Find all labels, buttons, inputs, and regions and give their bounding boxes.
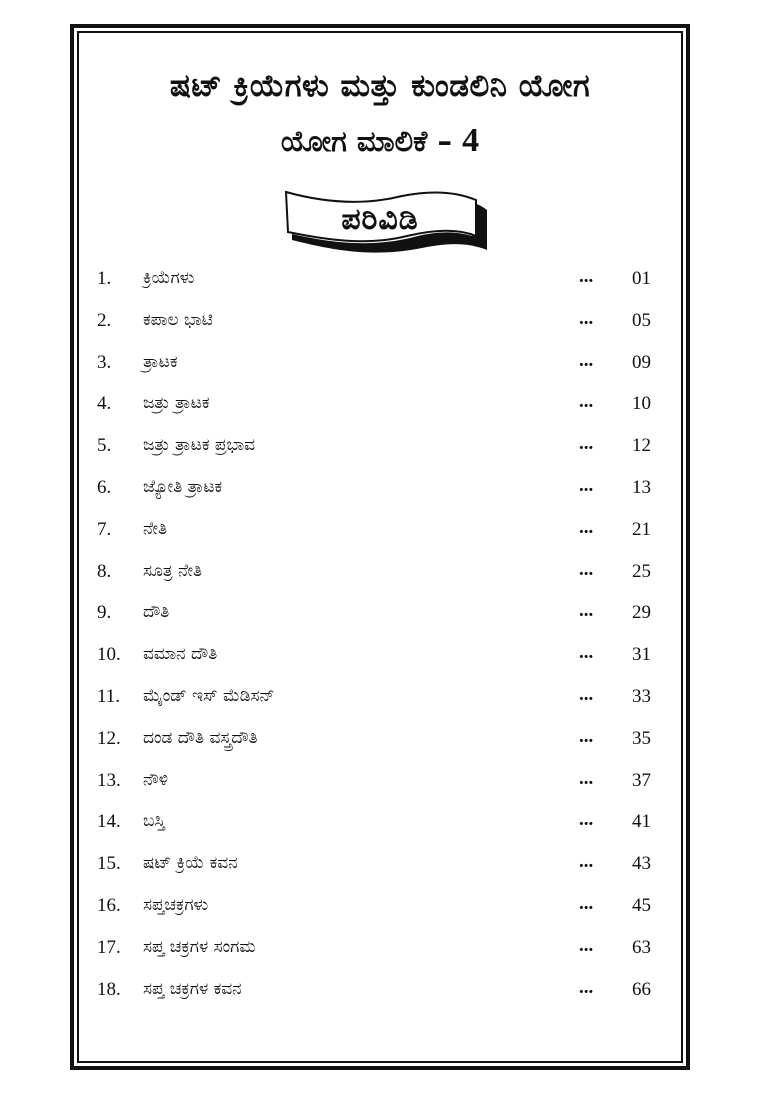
toc-entry-page: 66 bbox=[632, 978, 651, 1000]
toc-entry[interactable] bbox=[0, 304, 780, 346]
toc-entry[interactable] bbox=[0, 638, 780, 680]
toc-entry-title: ಷಟ್ ಕ್ರಿಯೆ ಕವನ bbox=[143, 853, 238, 874]
toc-entry-title: ವಮಾನ ದೌತಿ bbox=[143, 644, 218, 665]
toc-entry[interactable] bbox=[0, 471, 780, 513]
toc-entry-page: 31 bbox=[632, 644, 651, 666]
toc-entry-number: 8. bbox=[97, 560, 112, 582]
toc-entry-title: ಜತ್ರು ತ್ರಾಟಕ bbox=[143, 393, 210, 414]
toc-leader-dots: ... bbox=[579, 809, 594, 831]
toc-entry-number: 10. bbox=[97, 644, 121, 666]
toc-entry-title: ದಂಡ ದೌತಿ ವಸ್ತ್ರದೌತಿ bbox=[143, 727, 258, 748]
toc-entry-title: ತ್ರಾಟಕ bbox=[143, 351, 178, 372]
toc-entry-title: ದೌತಿ bbox=[143, 602, 170, 623]
toc-entry[interactable] bbox=[0, 596, 780, 638]
toc-entry-page: 10 bbox=[632, 393, 651, 415]
toc-leader-dots: ... bbox=[579, 725, 594, 747]
toc-entry-number: 3. bbox=[97, 351, 112, 373]
toc-entry[interactable] bbox=[0, 722, 780, 764]
toc-entry-title: ಸಪ್ತ ಚಕ್ರಗಳ ಸಂಗಮ bbox=[143, 936, 256, 957]
toc-entry[interactable] bbox=[0, 387, 780, 429]
series-subtitle bbox=[77, 122, 683, 160]
toc-entry-number: 16. bbox=[97, 894, 121, 916]
toc-leader-dots: ... bbox=[579, 934, 594, 956]
toc-entry-number: 9. bbox=[97, 602, 112, 624]
toc-entry-page: 13 bbox=[632, 476, 651, 498]
toc-entry-title: ಕಪಾಲ ಭಾಟಿ bbox=[143, 309, 213, 330]
toc-entry[interactable] bbox=[0, 973, 780, 1015]
toc-entry-number: 4. bbox=[97, 393, 112, 415]
toc-entry-number: 15. bbox=[97, 853, 121, 875]
table-of-contents bbox=[0, 262, 780, 1014]
toc-entry[interactable] bbox=[0, 262, 780, 304]
toc-entry-number: 1. bbox=[97, 268, 112, 289]
toc-entry[interactable] bbox=[0, 555, 780, 597]
toc-entry-page: 01 bbox=[632, 268, 651, 289]
toc-entry-page: 43 bbox=[632, 853, 651, 875]
toc-entry-title: ಬಸ್ತಿ bbox=[143, 811, 165, 832]
toc-leader-dots: ... bbox=[579, 391, 594, 413]
toc-entry-title: ಕ್ರಿಯೆಗಳು bbox=[143, 268, 195, 288]
toc-leader-dots: ... bbox=[579, 767, 594, 789]
toc-entry[interactable] bbox=[0, 889, 780, 931]
toc-entry[interactable] bbox=[0, 429, 780, 471]
series-subtitle-text: ಯೋಗ ಮಾಲಿಕೆ – bbox=[280, 124, 452, 158]
toc-entry-title: ನೇತಿ bbox=[143, 518, 168, 539]
toc-leader-dots: ... bbox=[579, 558, 594, 580]
toc-entry-title: ಜತ್ರು ತ್ರಾಟಕ ಪ್ರಭಾವ bbox=[143, 435, 256, 456]
toc-entry[interactable] bbox=[0, 513, 780, 555]
toc-entry-page: 37 bbox=[632, 769, 651, 791]
toc-entry-number: 7. bbox=[97, 518, 112, 540]
series-number: 4 bbox=[462, 122, 480, 159]
toc-entry-number: 18. bbox=[97, 978, 121, 1000]
toc-entry-title: ಸಪ್ತ ಚಕ್ರಗಳ ಕವನ bbox=[143, 978, 242, 999]
toc-leader-dots: ... bbox=[579, 474, 594, 496]
toc-entry-page: 63 bbox=[632, 936, 651, 958]
toc-entry[interactable] bbox=[0, 805, 780, 847]
toc-entry[interactable] bbox=[0, 764, 780, 806]
toc-entry-number: 2. bbox=[97, 309, 112, 331]
toc-entry-page: 41 bbox=[632, 811, 651, 833]
toc-entry-page: 25 bbox=[632, 560, 651, 582]
toc-leader-dots: ... bbox=[579, 307, 594, 329]
toc-entry-page: 29 bbox=[632, 602, 651, 624]
toc-entry-page: 05 bbox=[632, 309, 651, 331]
toc-leader-dots: ... bbox=[579, 642, 594, 664]
toc-leader-dots: ... bbox=[579, 683, 594, 705]
toc-leader-dots: ... bbox=[579, 892, 594, 914]
toc-entry[interactable] bbox=[0, 680, 780, 722]
toc-entry-number: 12. bbox=[97, 727, 121, 749]
toc-entry-page: 33 bbox=[632, 685, 651, 707]
toc-leader-dots: ... bbox=[579, 600, 594, 622]
toc-entry-number: 14. bbox=[97, 811, 121, 833]
toc-entry-number: 5. bbox=[97, 435, 112, 457]
contents-banner bbox=[282, 188, 492, 260]
toc-leader-dots: ... bbox=[579, 976, 594, 998]
toc-entry-page: 35 bbox=[632, 727, 651, 749]
toc-entry-number: 11. bbox=[97, 685, 121, 707]
toc-leader-dots: ... bbox=[579, 349, 594, 371]
toc-entry[interactable] bbox=[0, 931, 780, 973]
toc-entry-page: 21 bbox=[632, 518, 651, 540]
toc-entry-title: ಜ್ಯೋತಿ ತ್ರಾಟಕ bbox=[143, 476, 223, 497]
toc-entry-number: 6. bbox=[97, 476, 112, 498]
toc-entry-title: ಸೂತ್ರ ನೇತಿ bbox=[143, 560, 203, 581]
toc-entry[interactable] bbox=[0, 346, 780, 388]
contents-heading: ಪರಿವಿಡಿ bbox=[341, 202, 419, 237]
toc-entry-title: ನೌಳಿ bbox=[143, 769, 169, 790]
toc-leader-dots: ... bbox=[579, 266, 594, 287]
toc-entry-title: ಸಪ್ತಚಕ್ರಗಳು bbox=[143, 894, 209, 915]
toc-leader-dots: ... bbox=[579, 851, 594, 873]
toc-entry[interactable] bbox=[0, 847, 780, 889]
toc-leader-dots: ... bbox=[579, 516, 594, 538]
toc-entry-page: 45 bbox=[632, 894, 651, 916]
book-title: ಷಟ್ ಕ್ರಿಯೆಗಳು ಮತ್ತು ಕುಂಡಲಿನಿ ಯೋಗ bbox=[169, 68, 591, 104]
toc-leader-dots: ... bbox=[579, 433, 594, 455]
toc-entry-page: 12 bbox=[632, 435, 651, 457]
toc-entry-title: ಮೈಂಡ್ ಇಸ್ ಮೆಡಿಸನ್ bbox=[143, 685, 275, 706]
toc-entry-page: 09 bbox=[632, 351, 651, 373]
toc-entry-number: 17. bbox=[97, 936, 121, 958]
toc-entry-number: 13. bbox=[97, 769, 121, 791]
